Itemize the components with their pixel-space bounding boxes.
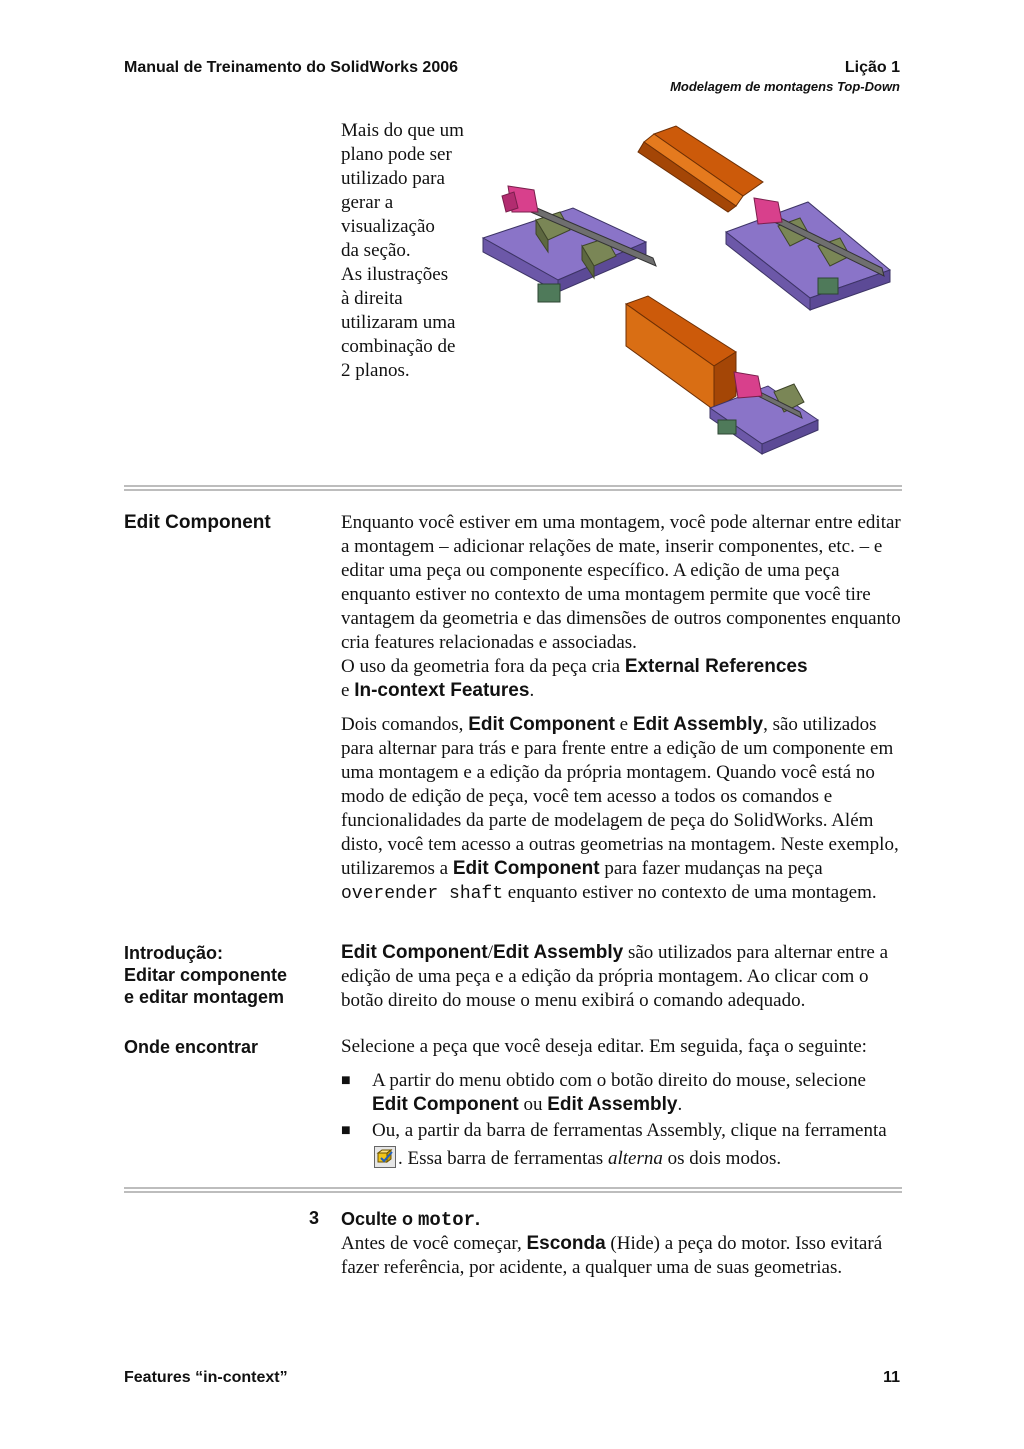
- paragraph: [341, 713, 903, 906]
- section-divider: [124, 1187, 902, 1193]
- bullet-marker: ■: [341, 1122, 351, 1139]
- note-line: combinação de: [341, 336, 456, 357]
- text-run: e: [341, 680, 350, 701]
- text-run: enquanto estiver no contexto de uma montagem.: [507, 882, 877, 903]
- text-run: (Hide) a peça do motor. Isso evitará fazer referência, por acidente, a qualquer uma de suas geometrias.: [341, 1233, 883, 1278]
- text-run: /: [487, 942, 493, 963]
- paragraph: Selecione a peça que você deseja editar. Em seguida, faça o seguinte:: [341, 1036, 867, 1057]
- term-external-references: External References: [624, 656, 808, 677]
- term-edit-component: Edit Component: [372, 1094, 519, 1115]
- part-name: motor: [418, 1209, 476, 1231]
- section-heading-where: Onde encontrar: [124, 1037, 259, 1057]
- text-run: Enquanto você estiver em uma montagem, você pode alternar entre editar a montagem – adicionar relações de mate, inserir componentes, etc. – e editar uma peça ou componente específico. A edição de uma peça enquanto estiver no contexto de uma montagem permite que você tire vantagem da geometria e das dimensões de outros componentes enquanto cria features relacionadas e associadas.: [341, 512, 901, 653]
- running-header-subtitle: Modelagem de montagens Top-Down: [670, 79, 900, 94]
- text-run: , são utilizados para alternar para trás e para frente entre a edição de um componente em uma montagem e a edição da própria montagem. Quando você está no modo de edição de peça, você tem acesso a todos os comandos e funcionalidades da parte de modelagem de peça do SolidWorks. Além disto, você tem acesso a outras geometrias na montagem. Neste exemplo, utilizaremos a: [341, 714, 899, 879]
- list-item: [341, 1117, 903, 1173]
- term-edit-component: Edit Component: [468, 714, 615, 735]
- text-run: ou: [523, 1094, 543, 1115]
- section-view-note: [341, 119, 481, 383]
- list-item: [341, 1069, 903, 1117]
- note-line: utilizaram uma: [341, 312, 456, 333]
- note-line: As ilustrações: [341, 264, 449, 285]
- text-run: .: [529, 680, 535, 701]
- bullet-marker: ■: [341, 1072, 351, 1089]
- paragraph: [341, 1232, 903, 1280]
- text-run: . Essa barra de ferramentas: [398, 1148, 604, 1169]
- section-heading-intro: [124, 942, 287, 1008]
- intro-body: [341, 941, 903, 1013]
- term-edit-assembly: Edit Assembly: [547, 1094, 678, 1115]
- edit-component-tool-icon[interactable]: [374, 1146, 396, 1168]
- text-run: para fazer mudanças na peça: [604, 858, 823, 879]
- note-line: gerar a: [341, 192, 394, 213]
- assembly-view-3: [626, 296, 818, 454]
- running-header-lesson: Lição 1: [844, 59, 900, 76]
- text-run: Antes de você começar,: [341, 1233, 522, 1254]
- running-header-title: Manual de Treinamento do SolidWorks 2006: [124, 59, 459, 76]
- term-in-context-features: In-context Features: [354, 680, 530, 701]
- text-run: O uso da geometria fora da peça cria: [341, 656, 621, 677]
- term-edit-component: Edit Component: [452, 858, 600, 879]
- note-line: Mais do que um: [341, 120, 464, 141]
- text-run: alterna: [607, 1148, 663, 1169]
- term-edit-assembly: Edit Assembly: [492, 942, 624, 963]
- text-run: .: [677, 1094, 683, 1115]
- text-run: são utilizados para alternar entre a edição de uma peça e a edição da própria montagem. Ao clicar com o botão direito do mouse o menu exibirá o comando adequado.: [341, 942, 889, 1011]
- step-number: 3: [309, 1208, 320, 1228]
- section-divider: [124, 485, 902, 491]
- text-run: Dois comandos,: [341, 714, 464, 735]
- section-heading-edit-component: Edit Component: [124, 512, 271, 533]
- note-line: 2 planos.: [341, 360, 410, 381]
- term-edit-assembly: Edit Assembly: [632, 714, 764, 735]
- term-edit-component: Edit Component: [341, 942, 488, 963]
- text-run: e: [619, 714, 629, 735]
- where-body: [341, 1035, 903, 1173]
- heading-line: Introdução:: [124, 943, 223, 963]
- paragraph: [341, 941, 903, 1013]
- note-line: da seção.: [341, 240, 411, 261]
- assembly-view-1: [483, 186, 656, 302]
- paragraph: [341, 511, 903, 703]
- text-run: .: [475, 1209, 481, 1229]
- assembly-view-2: [638, 126, 890, 310]
- text-run: Oculte o: [341, 1209, 414, 1229]
- heading-line: e editar montagem: [124, 987, 285, 1007]
- note-line: à direita: [341, 288, 403, 309]
- note-line: visualização: [341, 216, 435, 237]
- heading-line: Editar componente: [124, 965, 288, 985]
- step-3-body: [341, 1207, 903, 1280]
- page-number: 11: [883, 1369, 900, 1386]
- step-title: [341, 1207, 903, 1232]
- section-view-illustration: [478, 120, 902, 460]
- note-line: plano pode ser: [341, 144, 452, 165]
- text-run: A partir do menu obtido com o botão direito do mouse, selecione: [372, 1070, 866, 1091]
- edit-component-body: [341, 511, 903, 906]
- text-run: Ou, a partir da barra de ferramentas Assembly, clique na ferramenta: [372, 1120, 887, 1141]
- term-hide: Esconda: [526, 1233, 606, 1254]
- note-line: utilizado para: [341, 168, 445, 189]
- part-name: overender shaft: [341, 884, 504, 904]
- text-run: os dois modos.: [667, 1148, 782, 1169]
- running-footer-chapter: Features “in-context”: [124, 1369, 288, 1386]
